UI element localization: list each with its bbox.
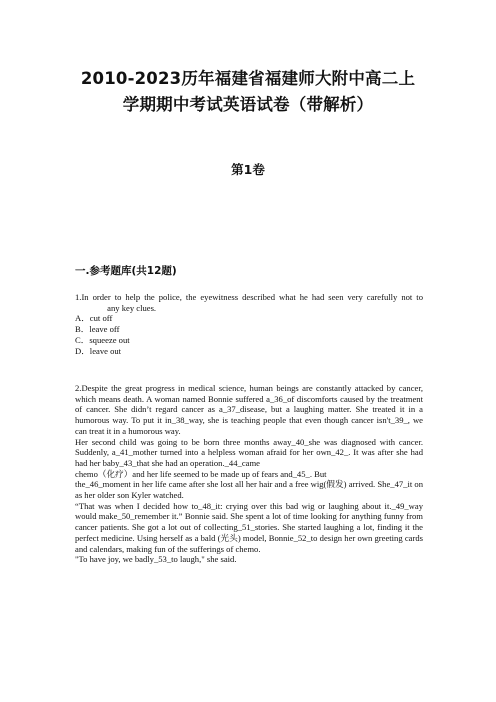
question-2-paragraph-1: 2.Despite the great progress in medical science, human beings are constantly attacked by cancer, which means death. A woman named Bonnie suffered a_36_of discomforts caused by the treatment of cancer. She didn’t regard cancer as a_37_disease, but a laughing matter. She treated it in a humorous way. To put it in_38_way, she is teaching people that even though cancer isn't_39_, we can treat it in a humorous way. bbox=[75, 383, 423, 436]
question-1 bbox=[75, 292, 423, 356]
question-2-paragraph-3: chemo（化疗）and her life seemed to be made up of fears and_45_. But bbox=[75, 468, 327, 479]
question-1-blank bbox=[75, 310, 105, 311]
question-1-stem-a: 1.In order to help the police, the eyewitness described what he had seen very carefully not to bbox=[75, 292, 423, 302]
question-2-paragraph-6: "To have joy, we badly_53_to laugh," she said. bbox=[75, 554, 237, 565]
option-b: B．leave off bbox=[75, 324, 120, 335]
question-2-paragraph-5: “That was when I decided how to_48_it: crying over this bad wig or laughing about it._49_way would make_50_remember it.” Bonnie said. She spent a lot of time looking for anything funny from cancer patients. She got a lot out of collecting_51_stories. She started laughing a lot, finding it the perfect medicine. Using herself as a bald (光头) model, Bonnie_52_to design her own greeting cards and calendars, making fun of the sufferings of chemo. bbox=[75, 500, 423, 554]
option-d: D．leave out bbox=[75, 345, 122, 356]
question-2-paragraph-4: the_46_moment in her life came after she lost all her hair and a free wig(假发) arrived. She_47_it on as her older son Kyler watched. bbox=[75, 479, 423, 501]
question-2 bbox=[75, 383, 423, 565]
volume-heading: 第1卷 bbox=[231, 162, 265, 177]
section-heading: 一.参考题库(共12题) bbox=[75, 265, 177, 277]
document-title bbox=[40, 66, 456, 118]
title-line-2: 学期期中考试英语试卷（带解析） bbox=[122, 95, 374, 114]
question-1-stem bbox=[75, 292, 423, 313]
question-1-options bbox=[75, 313, 423, 356]
question-2-paragraph-2: Her second child was going to be born three months away_40_she was diagnosed with cancer. Suddenly, a_41_mother turned into a helpless woman afraid for her own_42_. It was after she had had her baby_43_that she had an operation._44_came bbox=[75, 436, 423, 468]
option-a: A．cut off bbox=[75, 313, 113, 324]
title-line-1: 2010-2023历年福建省福建师大附中高二上 bbox=[80, 69, 416, 88]
question-1-stem-b: any key clues. bbox=[107, 302, 157, 313]
option-c: C．squeeze out bbox=[75, 334, 130, 345]
